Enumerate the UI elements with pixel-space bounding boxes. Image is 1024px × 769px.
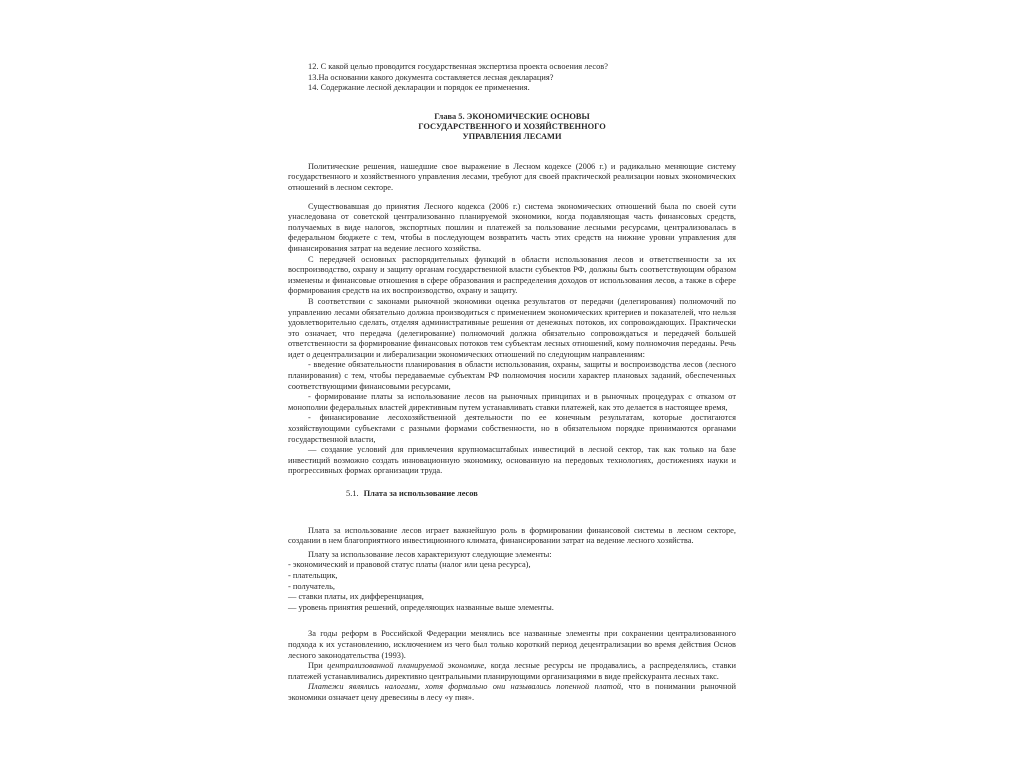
chapter-title xyxy=(288,112,736,142)
list-item: — ставки платы, их дифференциация, xyxy=(288,592,424,602)
paragraph: Политические решения, нашедшие свое выражение в Лесном кодексе (2006 г.) и радикально меняющие систему государственного и хозяйственного управления лесами, требуют для своей практической реализации новых экономических отношений в лесном секторе. xyxy=(288,161,736,192)
paragraph: За годы реформ в Российской Федерации менялись все названные элементы при сохранении централизованного подхода к их установлению, исключением из чего был только короткий период децентрализации во время действия Основ лесного законодательства (1993). xyxy=(288,629,736,660)
paragraph xyxy=(288,682,736,703)
list-item: — уровень принятия решений, определяющих названные выше элементы. xyxy=(288,602,554,612)
list-item: - экономический и правовой статус платы (налог или цена ресурса), xyxy=(288,560,531,570)
list-item: - введение обязательности планирования в области использования, охраны, защиты и воспроизводства лесов (лесного планирования) с тем, чтобы передаваемые субъектам РФ полномочия носили характер плановых заданий, обеспеченных соответствующими финансовыми ресурсами, xyxy=(288,360,736,391)
chapter-title-line: Глава 5. ЭКОНОМИЧЕСКИЕ ОСНОВЫ xyxy=(434,111,590,121)
list-item: - финансирование лесохозяйственной деятельности по ее конечным результатам, которые достигаются хозяйствующими субъектами с разными формами собственности, но в обязательном порядке принимаются органами государственной власти, xyxy=(288,413,736,444)
review-questions xyxy=(308,62,736,94)
paragraph: В соответствии с законами рыночной экономики оценка результатов от передачи (делегирования) полномочий по управлению лесами обязательно должна производиться с применением экономических критериев и показателей, что нельзя удовлетворительно сделать, отделяя административные решения от денежных потоков, их сопровождающих. Практически это означает, что передача (делегирование) полномочий должна обязательно сопровождаться и передачей большей ответственности за формирование финансовых потоков тем субъектам лесных отношений, кому полномочия переданы. Речь идет о децентрализации и либерализации экономических отношений по следующим направлениям: xyxy=(288,296,736,359)
list-item: - формирование платы за использование лесов на рыночных принципах и в рыночных процедурах с отказом от монополии федеральных властей директивным путем устанавливать ставки платежей, как это делается в настоящее время, xyxy=(288,392,736,412)
paragraph: Плата за использование лесов играет важнейшую роль в формировании финансовой системы в лесном секторе, создании в нем благоприятного инвестиционного климата, финансировании затрат на ведение лесного хозяйства. xyxy=(288,525,736,546)
section-heading xyxy=(346,489,736,500)
paragraph: Существовавшая до принятия Лесного кодекса (2006 г.) система экономических отношений была по своей сути унаследована от советской централизованно планируемой экономики, когда подавляющая часть финансовых средств, получаемых в виде налогов, экспортных пошлин и платежей за пользование лесными ресурсами, централизовалась в федеральном бюджете с тем, чтобы в последующем возвратить часть этих средств на нижние уровни управления для финансирования затрат на ведение лесного хозяйства. xyxy=(288,201,736,253)
italic-text: Платежи являлись налогами, хотя формально они назывались попенной платой xyxy=(308,682,622,692)
question-item: 13.На основании какого документа составляется лесная декларация? xyxy=(308,72,554,82)
chapter-title-line: УПРАВЛЕНИЯ ЛЕСАМИ xyxy=(462,131,562,141)
text-run: , когда лесные ресурсы не продавались, а распределялись, ставки платежей устанавливались директивно центральными планирующими организациями в виде прейскуранта лесных такс. xyxy=(288,661,736,681)
section-number: 5.1. xyxy=(346,489,359,498)
italic-text: централизованной планируемой экономике xyxy=(327,661,485,671)
document-text xyxy=(288,62,736,704)
text-run: При xyxy=(308,661,328,671)
chapter-title-line: ГОСУДАРСТВЕННОГО И ХОЗЯЙСТВЕННОГО xyxy=(418,121,606,131)
paragraph: Плату за использование лесов характеризуют следующие элементы: xyxy=(308,549,552,559)
list-item: — создание условий для привлечения крупномасштабных инвестиций в лесной сектор, так как только на базе инвестиций возможно создать инновационную экономику, основанную на передовых технологиях, достижениях науки и прогрессивных формах организации труда. xyxy=(288,445,736,476)
question-item: 12. С какой целью проводится государственная экспертиза проекта освоения лесов? xyxy=(308,62,608,71)
list-item: - получатель, xyxy=(288,581,335,591)
paragraph: С передачей основных распорядительных функций в области использования лесов и ответственности за их воспроизводство, охрану и защиту органам государственной власти субъектов РФ, должны быть соответствующим образом изменены и финансовые отношения в сфере образования и распределения доходов от использования лесов, а также в сфере формирования средств на их воспроизводство, охрану и защиту. xyxy=(288,254,736,296)
paragraph xyxy=(288,661,736,682)
list-item: - плательщик, xyxy=(288,570,338,580)
question-item: 14. Содержание лесной декларации и порядок ее применения. xyxy=(308,83,530,93)
section-title: Плата за использование лесов xyxy=(363,489,478,498)
text-run: , что в понимании рыночной экономики означает цену древесины в лесу «у пня». xyxy=(288,682,736,702)
